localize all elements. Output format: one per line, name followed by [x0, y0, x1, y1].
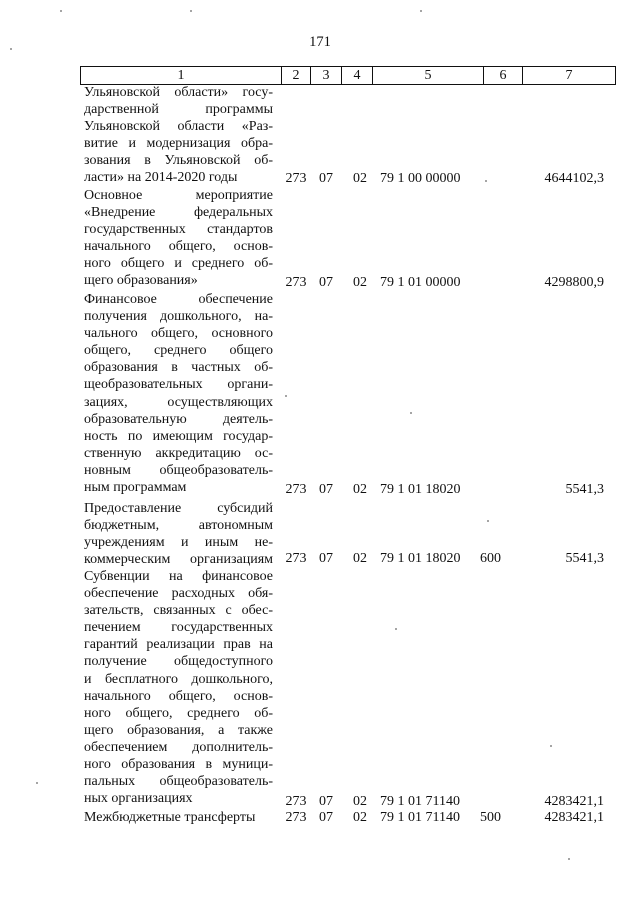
scan-speck — [487, 520, 489, 522]
description-line: ного общего, среднего об- — [84, 705, 273, 721]
description-line: ных организациях — [84, 791, 193, 807]
description-line: Финансовое обеспечение — [84, 292, 273, 307]
column-header-2: 2 — [282, 67, 311, 85]
column-header-5: 5 — [373, 67, 484, 85]
scan-speck — [550, 745, 552, 747]
description-line: «Внедрение федеральных — [84, 205, 273, 221]
scan-speck — [60, 10, 62, 12]
scan-speck — [395, 628, 397, 630]
description-line: новным общеобразователь- — [84, 462, 273, 478]
page-number: 171 — [309, 34, 331, 50]
description-line: щего образования» — [84, 273, 198, 289]
description-line: бюджетным, автономным — [84, 518, 273, 534]
subsection-code: 02 — [353, 482, 367, 497]
description-line: Предоставление субсидий — [84, 501, 273, 516]
scan-speck — [285, 395, 287, 397]
description-line: получение общедоступного — [84, 654, 273, 670]
ministry-code: 273 — [285, 275, 307, 290]
description-line: государственных стандартов — [84, 222, 273, 238]
description-line: ного образования в муници- — [84, 757, 273, 773]
description-line: Ульяновской области» госу- — [84, 85, 273, 100]
description-line: ность по имеющим государ- — [84, 428, 273, 444]
ministry-code: 273 — [285, 482, 307, 497]
column-header-row — [81, 67, 616, 85]
amount: 5541,3 — [565, 482, 604, 497]
description-line: получения дошкольного, на- — [84, 309, 273, 325]
description-line: образования в частных об- — [84, 360, 273, 376]
description-line: обеспечением дополнитель- — [84, 739, 273, 755]
description-line: начального общего, основ- — [84, 239, 273, 255]
scan-speck — [420, 10, 422, 12]
amount: 4644102,3 — [544, 171, 604, 186]
target-article-code: 79 1 00 00000 — [380, 171, 461, 186]
description-line: ным программам — [84, 480, 187, 496]
description-line: щеобразовательных органи- — [84, 377, 273, 393]
scan-speck — [10, 48, 12, 50]
column-header-table — [80, 66, 616, 85]
scan-speck — [485, 180, 487, 182]
expense-type-code: 500 — [480, 810, 501, 825]
scan-speck — [410, 412, 412, 414]
description-line: общего, среднего общего — [84, 343, 273, 359]
target-article-code: 79 1 01 18020 — [380, 551, 461, 566]
amount: 4283421,1 — [544, 794, 604, 809]
amount: 5541,3 — [565, 551, 604, 566]
description-line: ственную аккредитацию ос- — [84, 445, 273, 461]
section-code: 07 — [319, 171, 333, 186]
description-line: печением государственных — [84, 620, 273, 636]
target-article-code: 79 1 01 18020 — [380, 482, 461, 497]
description-line: ного общего и среднего об- — [84, 256, 273, 272]
ministry-code: 273 — [285, 810, 307, 825]
description-line: гарантий реализации прав на — [84, 637, 273, 653]
row-description — [84, 809, 273, 826]
description-line: зательств, связанных с обес- — [84, 603, 273, 619]
scan-speck — [190, 10, 192, 12]
section-code: 07 — [319, 551, 333, 566]
subsection-code: 02 — [353, 171, 367, 186]
description-line: зования в Ульяновской об- — [84, 153, 273, 169]
description-line: дарственной программы — [84, 102, 273, 118]
amount: 4298800,9 — [544, 275, 604, 290]
ministry-code: 273 — [285, 551, 307, 566]
description-line: Субвенции на финансовое — [84, 569, 273, 584]
row-description — [84, 84, 273, 187]
column-header-3: 3 — [311, 67, 342, 85]
subsection-code: 02 — [353, 275, 367, 290]
description-line: ласти» на 2014-2020 годы — [84, 170, 238, 186]
column-header-7: 7 — [523, 67, 616, 85]
target-article-code: 79 1 01 71140 — [380, 810, 460, 825]
row-description — [84, 568, 273, 807]
description-line: начального общего, основ- — [84, 688, 273, 704]
description-line: щего образования, а также — [84, 722, 273, 738]
column-header-4: 4 — [342, 67, 373, 85]
section-code: 07 — [319, 482, 333, 497]
description-line: витие и модернизация обра- — [84, 136, 273, 152]
description-line: и бесплатного дошкольного, — [84, 671, 273, 687]
scan-speck — [568, 858, 570, 860]
description-line: учреждениям и иным не- — [84, 535, 273, 551]
description-line: коммерческим организациям — [84, 552, 273, 568]
target-article-code: 79 1 01 00000 — [380, 275, 461, 290]
section-code: 07 — [319, 794, 333, 809]
description-line: Ульяновской области «Раз- — [84, 119, 273, 135]
ministry-code: 273 — [285, 794, 307, 809]
row-description — [84, 500, 273, 568]
description-line: пальных общеобразователь- — [84, 774, 273, 790]
column-header-6: 6 — [484, 67, 523, 85]
section-code: 07 — [319, 810, 333, 825]
subsection-code: 02 — [353, 794, 367, 809]
description-line: обеспечение расходных обя- — [84, 586, 273, 602]
expense-type-code: 600 — [480, 551, 501, 566]
section-code: 07 — [319, 275, 333, 290]
amount: 4283421,1 — [544, 810, 604, 825]
subsection-code: 02 — [353, 551, 367, 566]
scan-speck — [36, 782, 38, 784]
subsection-code: 02 — [353, 810, 367, 825]
target-article-code: 79 1 01 71140 — [380, 794, 460, 809]
description-line: Основное мероприятие — [84, 188, 273, 203]
description-line: зациях, осуществляющих — [84, 394, 273, 410]
row-description — [84, 187, 273, 290]
description-line: образовательную деятель- — [84, 411, 273, 427]
ministry-code: 273 — [285, 171, 307, 186]
column-header-1: 1 — [81, 67, 282, 85]
row-description — [84, 291, 273, 496]
description-line: Межбюджетные трансферты — [84, 810, 256, 825]
description-line: чального общего, основного — [84, 326, 273, 342]
